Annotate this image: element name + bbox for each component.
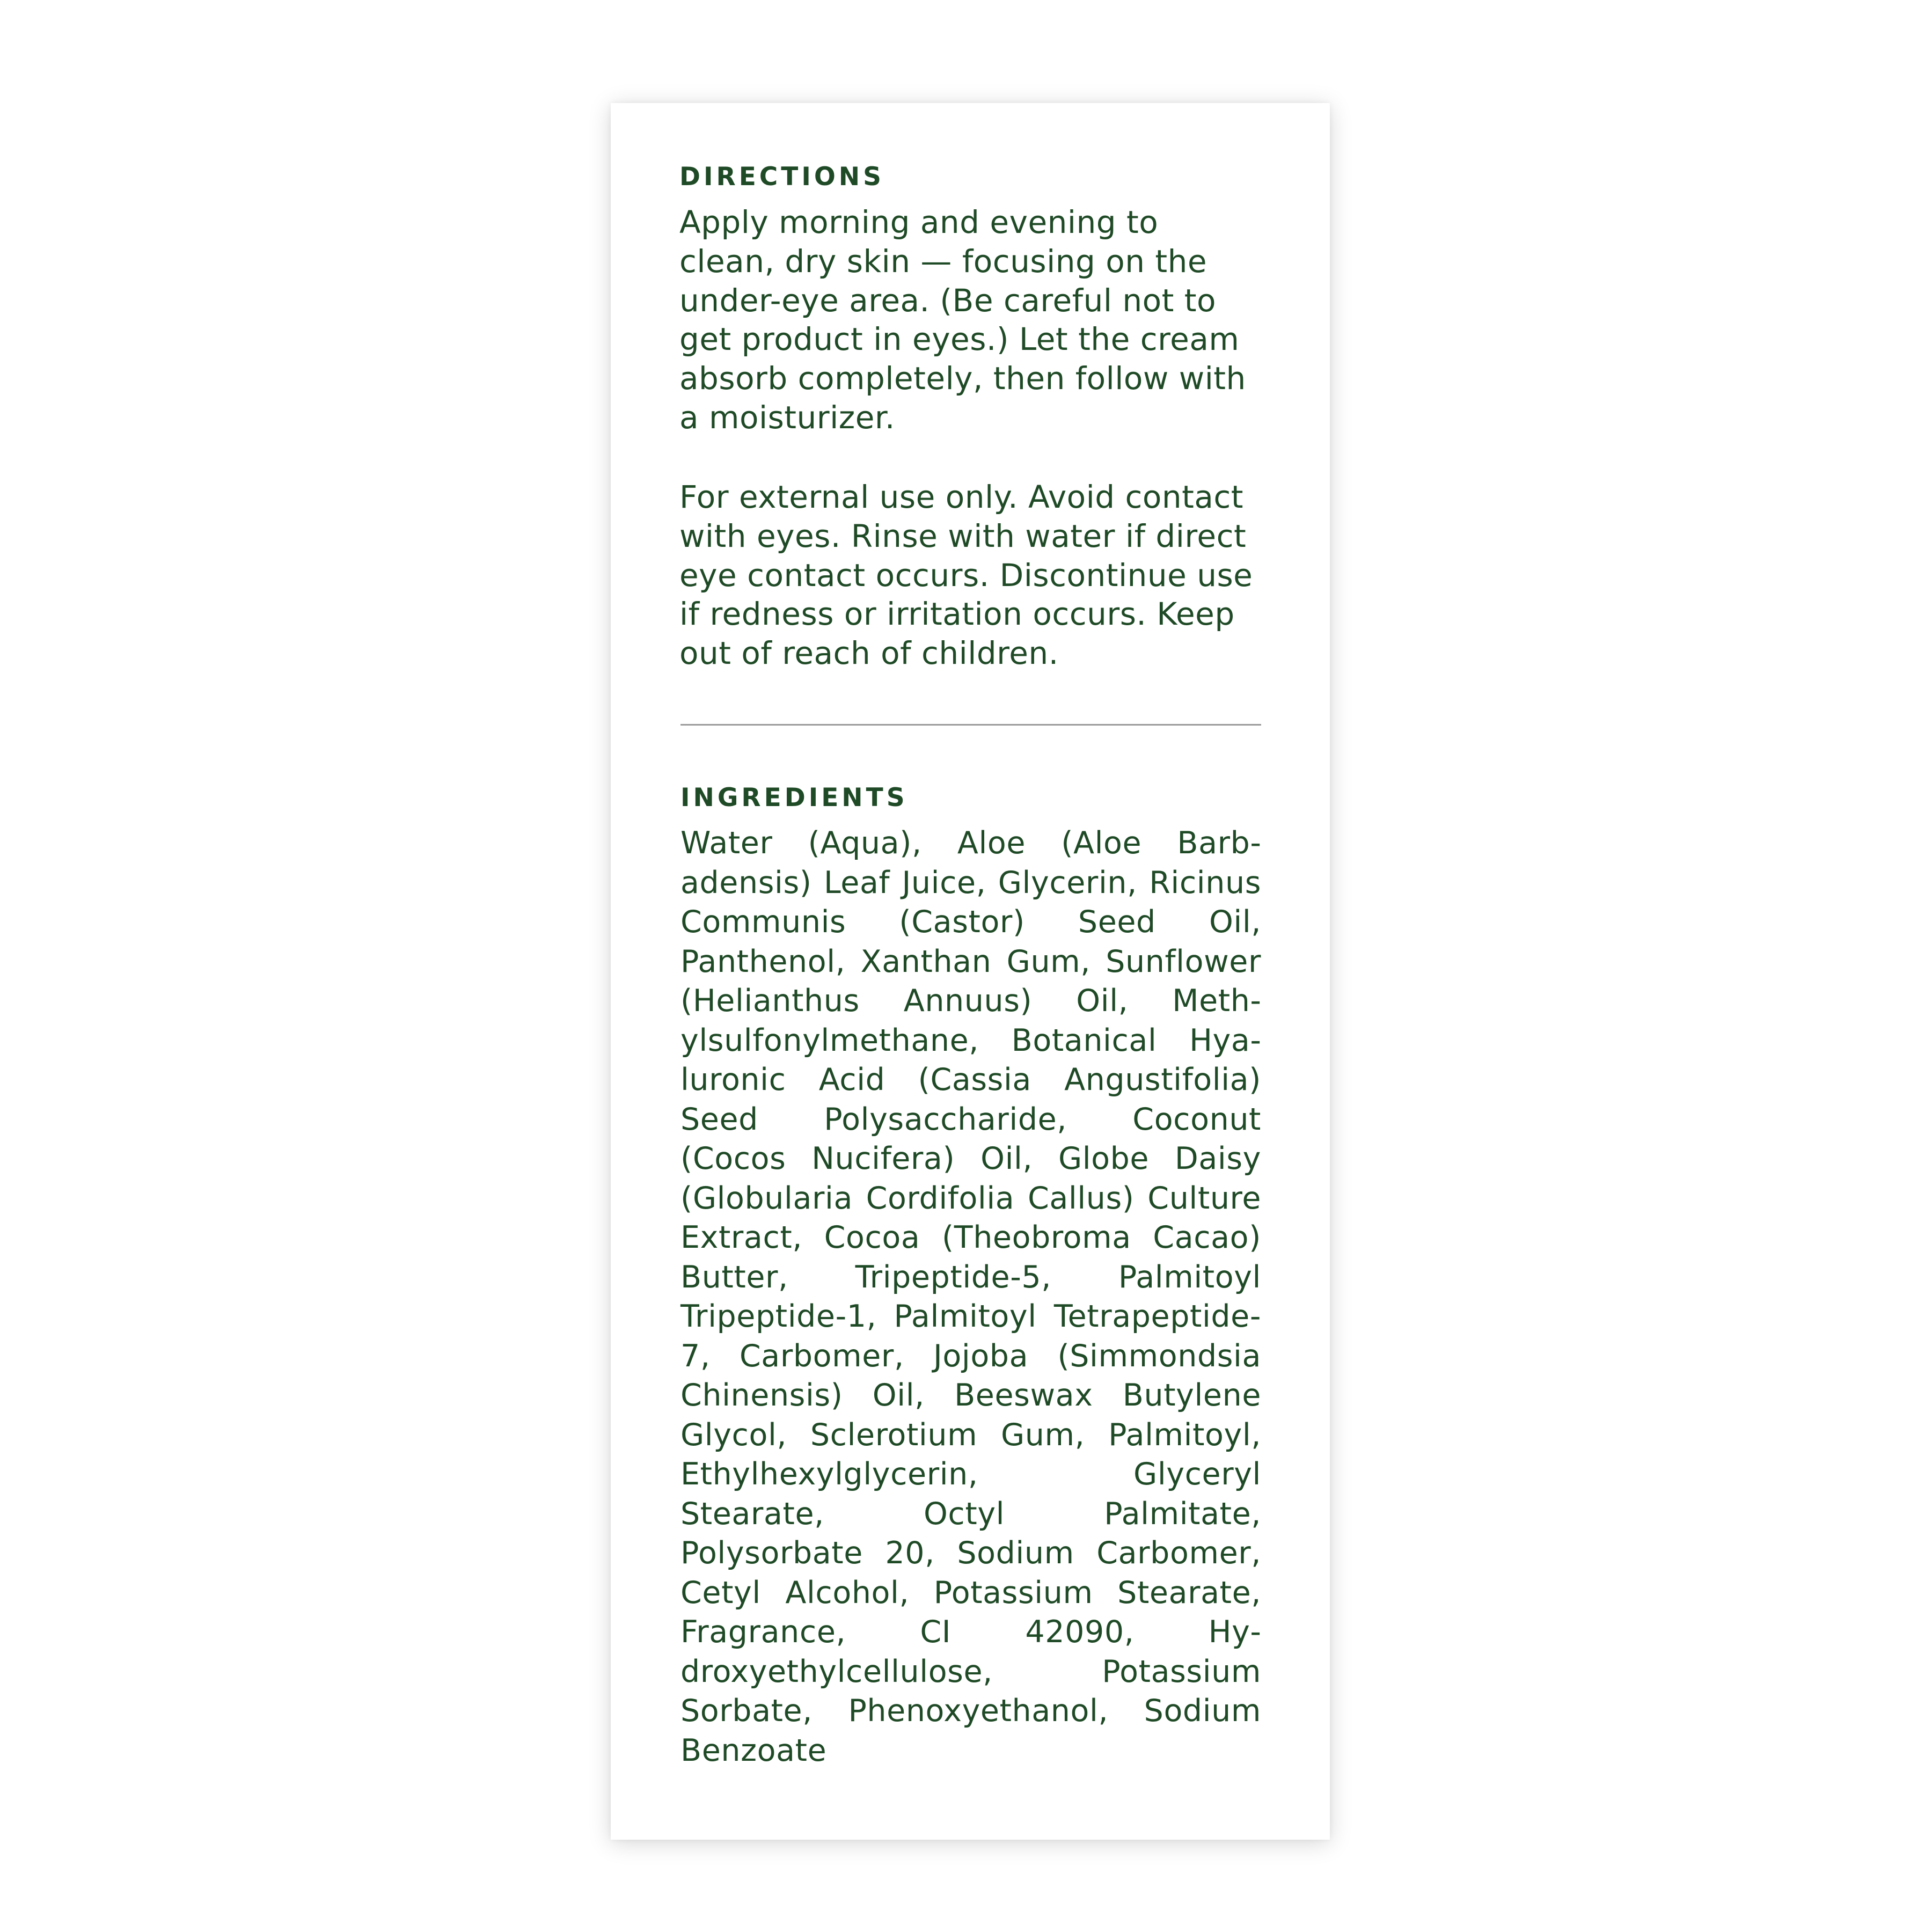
- section-divider: [680, 724, 1261, 726]
- directions-text: Apply morning and evening to clean, dry skin — focusing on the under-eye area. (Be careful not to get product in eyes.) Let the cream absorb completely, then follow with a moisturizer.: [679, 204, 1246, 436]
- label-panel: [611, 103, 1330, 1840]
- ingredients-text: Water (Aqua), Aloe (Aloe Barbadensis) Leaf Juice, Glycerin, Ricinus Communis (Castor) Seed Oil, Panthenol, Xanthan Gum, Sunflower (Helianthus Annuus) Oil, Methylsulfonylmethane, Botanical Hyaluronic Acid (Cassia Angustifolia) Seed Polysaccharide, Coconut (Cocos Nucifera) Oil, Globe Daisy (Globularia Cordifolia Callus) Culture Extract, Cocoa (Theobroma Cacao) Butter, Tripeptide-5, Palmitoyl Tripeptide-1, Palmitoyl Tetrapeptide-7, Carbomer, Jojoba (Simmondsia Chinensis) Oil, Beeswax Butylene Glycol, Sclerotium Gum, Palmitoyl, Ethylhexylglycerin, Glyceryl Stearate, Octyl Palmitate, Polysorbate 20, Sodium Carbomer, Cetyl Alcohol, Potassium Stearate, Fragrance, CI 42090, Hydroxyethylcellulose, Potassium Sorbate, Phenoxyethanol, Sodium Benzoate: [680, 825, 1261, 1768]
- ingredients-heading: INGREDIENTS: [680, 783, 908, 813]
- warning-text: For external use only. Avoid contact with eyes. Rinse with water if direct eye contact occurs. Discontinue use if redness or irritation occurs. Keep out of reach of children.: [679, 479, 1253, 672]
- directions-heading: DIRECTIONS: [679, 162, 884, 192]
